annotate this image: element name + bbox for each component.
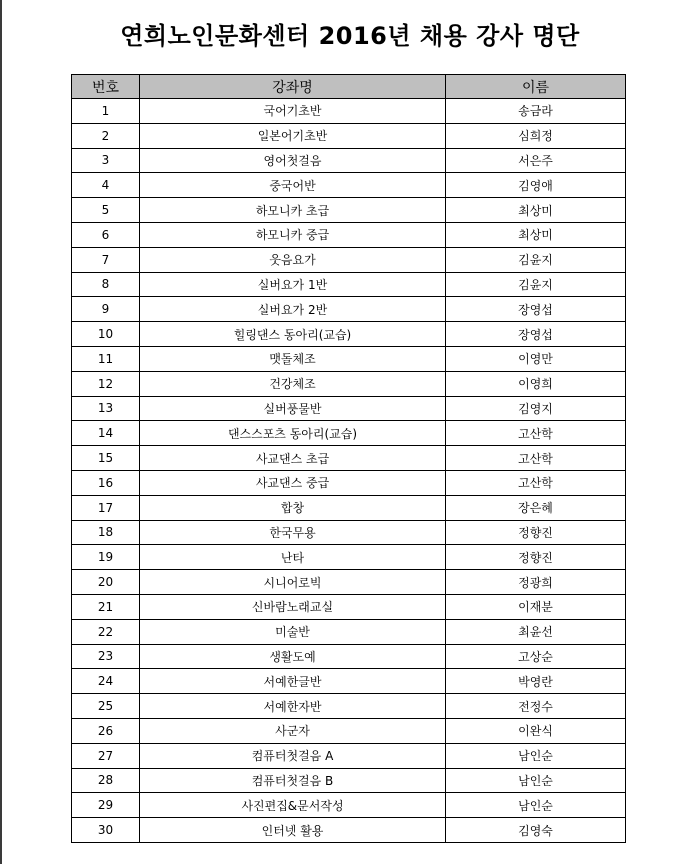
course-name-cell: 사군자 (140, 718, 446, 743)
row-number-cell: 18 (72, 520, 140, 545)
table-row (72, 495, 626, 520)
course-name-cell: 생활도예 (140, 644, 446, 669)
row-number-cell: 30 (72, 818, 140, 843)
instructor-name-cell: 박영란 (446, 669, 626, 694)
course-name-cell: 한국무용 (140, 520, 446, 545)
row-number-cell: 24 (72, 669, 140, 694)
table-header-row (72, 75, 626, 99)
table-row (72, 743, 626, 768)
instructor-name-cell: 남인순 (446, 793, 626, 818)
table-row (72, 793, 626, 818)
table-row (72, 396, 626, 421)
course-name-cell: 중국어반 (140, 173, 446, 198)
row-number-cell: 14 (72, 421, 140, 446)
instructor-name-cell: 정광희 (446, 570, 626, 595)
row-number-cell: 25 (72, 694, 140, 719)
course-name-cell: 미술반 (140, 619, 446, 644)
instructor-name-cell: 이영희 (446, 371, 626, 396)
row-number-cell: 3 (72, 148, 140, 173)
course-name-cell: 일본어기초반 (140, 123, 446, 148)
left-border-line (0, 0, 2, 864)
row-number-cell: 19 (72, 545, 140, 570)
table-row (72, 346, 626, 371)
header-course: 강좌명 (140, 75, 446, 99)
row-number-cell: 16 (72, 470, 140, 495)
instructor-name-cell: 고산학 (446, 446, 626, 471)
header-number: 번호 (72, 75, 140, 99)
row-number-cell: 11 (72, 346, 140, 371)
instructor-name-cell: 심희정 (446, 123, 626, 148)
table-row (72, 173, 626, 198)
table-row (72, 297, 626, 322)
row-number-cell: 28 (72, 768, 140, 793)
table-row (72, 718, 626, 743)
row-number-cell: 22 (72, 619, 140, 644)
row-number-cell: 1 (72, 99, 140, 124)
course-name-cell: 하모니카 중급 (140, 222, 446, 247)
table-row (72, 272, 626, 297)
row-number-cell: 26 (72, 718, 140, 743)
row-number-cell: 10 (72, 322, 140, 347)
row-number-cell: 17 (72, 495, 140, 520)
table-row (72, 99, 626, 124)
instructor-name-cell: 김영애 (446, 173, 626, 198)
course-name-cell: 영어첫걸음 (140, 148, 446, 173)
course-name-cell: 신바람노래교실 (140, 594, 446, 619)
course-name-cell: 난타 (140, 545, 446, 570)
table-row (72, 371, 626, 396)
table-row (72, 322, 626, 347)
instructor-name-cell: 남인순 (446, 768, 626, 793)
course-name-cell: 하모니카 초급 (140, 198, 446, 223)
table-row (72, 669, 626, 694)
course-name-cell: 서예한글반 (140, 669, 446, 694)
course-name-cell: 컴퓨터첫걸음 A (140, 743, 446, 768)
table-row (72, 644, 626, 669)
row-number-cell: 13 (72, 396, 140, 421)
instructor-name-cell: 서은주 (446, 148, 626, 173)
table-row (72, 520, 626, 545)
table-row (72, 421, 626, 446)
table-row (72, 198, 626, 223)
row-number-cell: 29 (72, 793, 140, 818)
row-number-cell: 15 (72, 446, 140, 471)
instructor-name-cell: 장영섭 (446, 297, 626, 322)
table-row (72, 818, 626, 843)
instructor-name-cell: 장은혜 (446, 495, 626, 520)
instructor-name-cell: 전정수 (446, 694, 626, 719)
instructor-name-cell: 김영지 (446, 396, 626, 421)
table-row (72, 148, 626, 173)
row-number-cell: 12 (72, 371, 140, 396)
table-row (72, 594, 626, 619)
instructor-name-cell: 김윤지 (446, 247, 626, 272)
course-name-cell: 사교댄스 초급 (140, 446, 446, 471)
course-name-cell: 합창 (140, 495, 446, 520)
table-row (72, 222, 626, 247)
instructor-name-cell: 김윤지 (446, 272, 626, 297)
table-row (72, 545, 626, 570)
course-name-cell: 시니어로빅 (140, 570, 446, 595)
instructor-name-cell: 김영숙 (446, 818, 626, 843)
row-number-cell: 7 (72, 247, 140, 272)
row-number-cell: 6 (72, 222, 140, 247)
instructor-name-cell: 정향진 (446, 545, 626, 570)
row-number-cell: 21 (72, 594, 140, 619)
course-name-cell: 건강체조 (140, 371, 446, 396)
course-name-cell: 국어기초반 (140, 99, 446, 124)
course-name-cell: 실버요가 1반 (140, 272, 446, 297)
row-number-cell: 23 (72, 644, 140, 669)
table-row (72, 694, 626, 719)
instructor-name-cell: 고상순 (446, 644, 626, 669)
course-name-cell: 서예한자반 (140, 694, 446, 719)
course-name-cell: 실버요가 2반 (140, 297, 446, 322)
course-name-cell: 힐링댄스 동아리(교습) (140, 322, 446, 347)
row-number-cell: 5 (72, 198, 140, 223)
instructor-name-cell: 장영섭 (446, 322, 626, 347)
instructor-name-cell: 최상미 (446, 222, 626, 247)
table-row (72, 570, 626, 595)
instructor-name-cell: 고산학 (446, 421, 626, 446)
table-body (72, 99, 626, 843)
row-number-cell: 20 (72, 570, 140, 595)
instructor-name-cell: 최상미 (446, 198, 626, 223)
header-name: 이름 (446, 75, 626, 99)
instructor-name-cell: 이완식 (446, 718, 626, 743)
course-name-cell: 맷돌체조 (140, 346, 446, 371)
row-number-cell: 4 (72, 173, 140, 198)
course-name-cell: 댄스스포츠 동아리(교습) (140, 421, 446, 446)
instructor-table (71, 74, 626, 843)
course-name-cell: 사교댄스 중급 (140, 470, 446, 495)
row-number-cell: 27 (72, 743, 140, 768)
table-row (72, 446, 626, 471)
row-number-cell: 2 (72, 123, 140, 148)
course-name-cell: 인터넷 활용 (140, 818, 446, 843)
row-number-cell: 9 (72, 297, 140, 322)
course-name-cell: 웃음요가 (140, 247, 446, 272)
table-row (72, 247, 626, 272)
course-name-cell: 실버풍물반 (140, 396, 446, 421)
table-row (72, 123, 626, 148)
document-title: 연희노인문화센터 2016년 채용 강사 명단 (120, 22, 580, 50)
table-row (72, 768, 626, 793)
instructor-name-cell: 최윤선 (446, 619, 626, 644)
course-name-cell: 사진편집&문서작성 (140, 793, 446, 818)
table-row (72, 619, 626, 644)
instructor-name-cell: 정향진 (446, 520, 626, 545)
instructor-name-cell: 남인순 (446, 743, 626, 768)
instructor-name-cell: 고산학 (446, 470, 626, 495)
instructor-name-cell: 이영만 (446, 346, 626, 371)
row-number-cell: 8 (72, 272, 140, 297)
course-name-cell: 컴퓨터첫걸음 B (140, 768, 446, 793)
table-row (72, 470, 626, 495)
instructor-name-cell: 이재분 (446, 594, 626, 619)
instructor-name-cell: 송금라 (446, 99, 626, 124)
